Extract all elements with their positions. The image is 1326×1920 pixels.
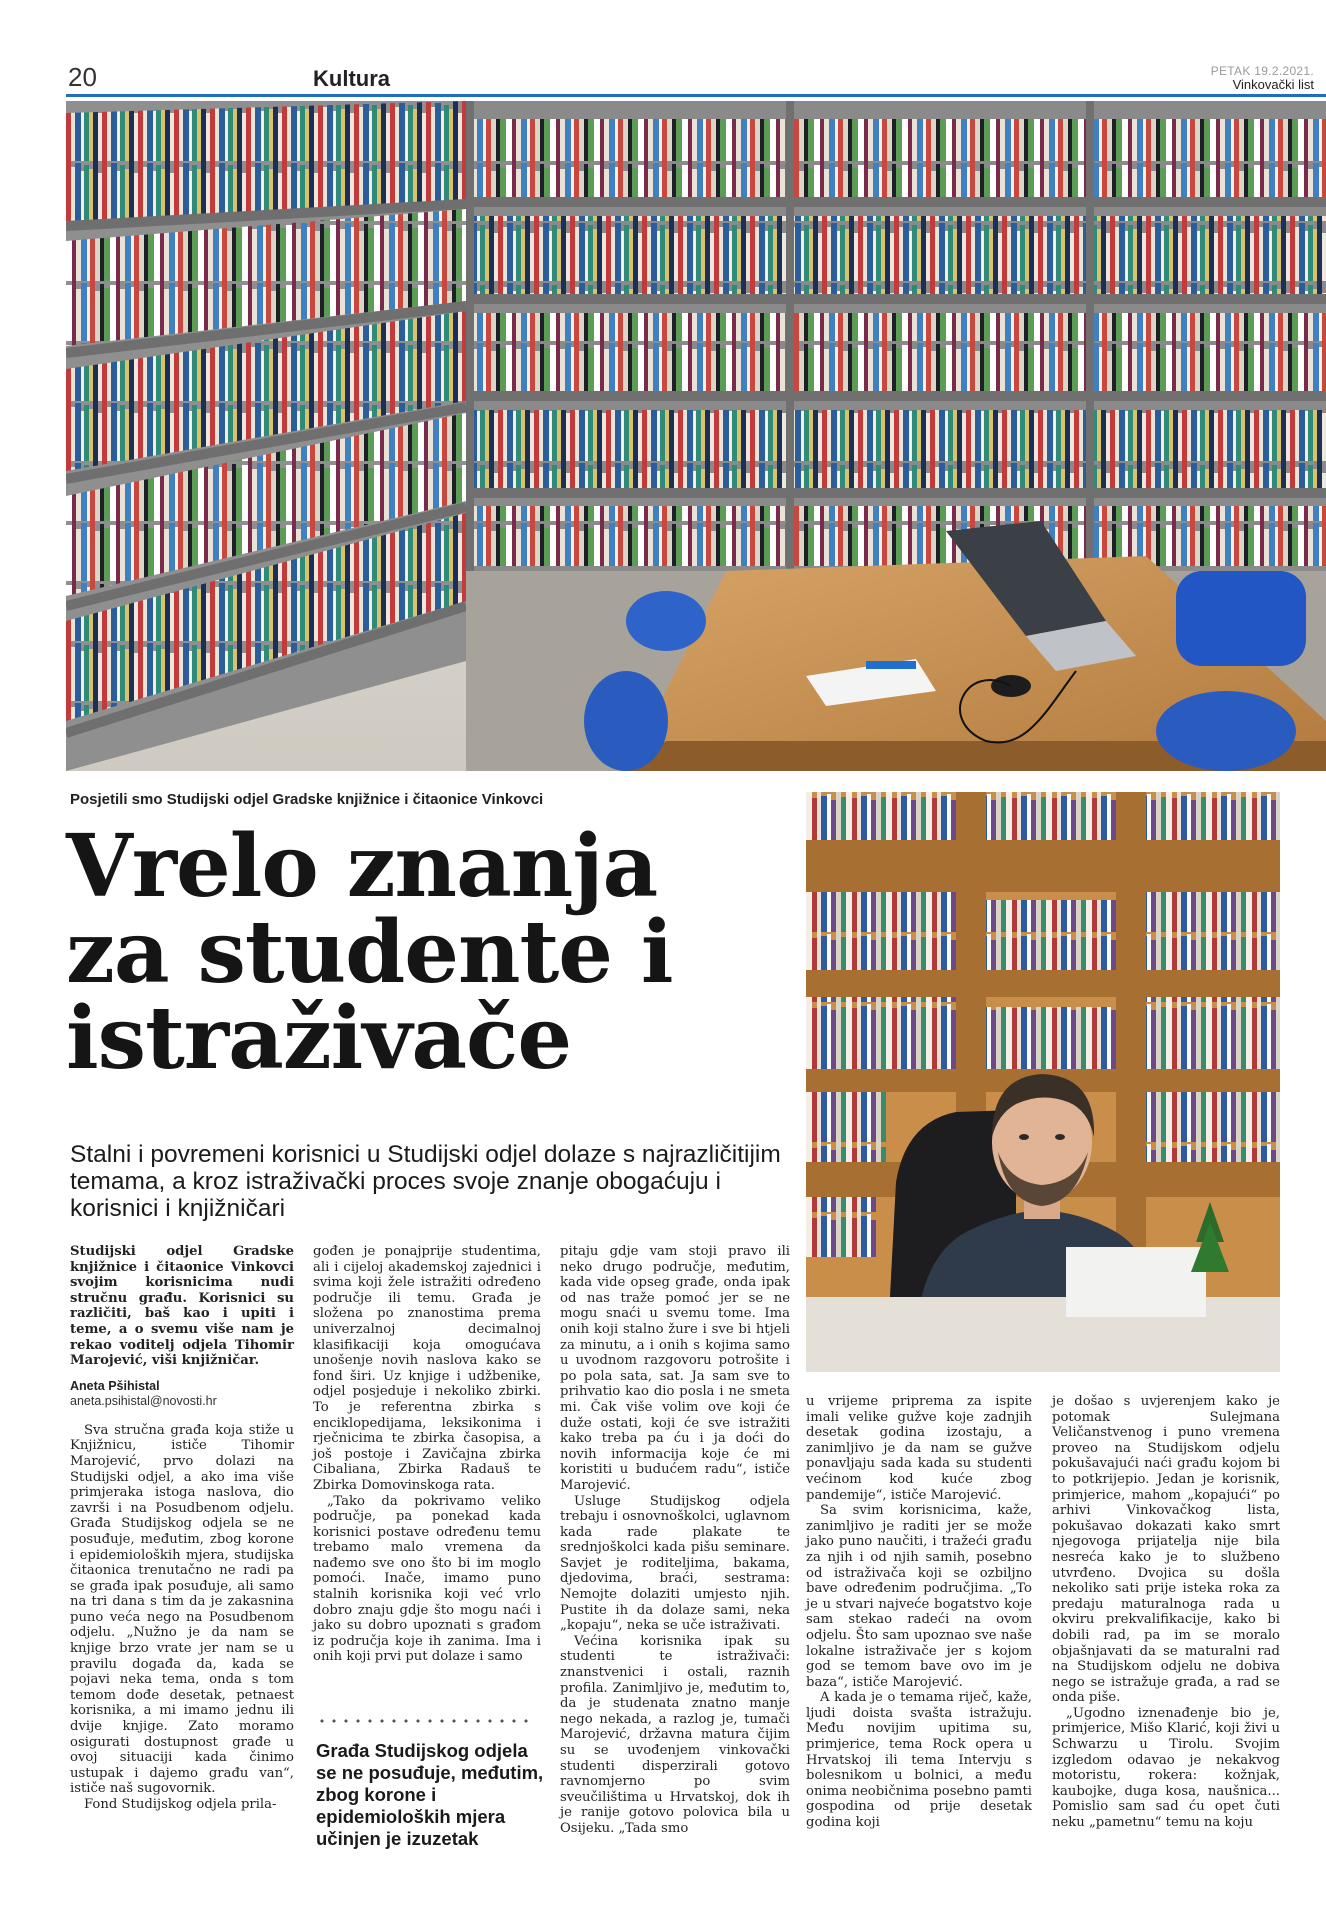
headline-line-1: Vrelo znanja (66, 816, 658, 917)
paragraph: Sva stručna građa koja stiže u Knjižnicu, ističe Tihomir Marojević, prvo dolazi na Studijski odjel, a ako ima više primjeraka istoga naslova, dio završi i na Posudbenom odjelu. Građa Studijskog odjela se ne posuđuje, međutim, zbog korone i epidemioloških mjera, studijska čitaonica trenutačno ne radi pa se građa ipak posuđuje, ali samo na tri dana s tim da je zakasnina puno veća nego na Posudbenom odjelu. „Nužno je da nam se knjige brzo vrate jer nam se u pravilu događa da, kada se pojavi neka tema, onda s tom temom dođe desetak, petnaest korisnika, a mi imamo jednu ili dvije knjige. Zato moramo osigurati dostupnost građe u ovoj situaciji kada činimo ustupak i dajemo građu van“, ističe naš sugovornik. (70, 1422, 294, 1797)
page-number: 20 (68, 62, 97, 92)
article-column-5 (1052, 1394, 1280, 1831)
article-column-1 (70, 1244, 294, 1813)
pull-quote: Građa Studijskog odjela se ne posuđuje, međutim, zbog korone i epidemioloških mjera učinjen je izuzetak (316, 1740, 544, 1849)
article-column-2 (313, 1244, 541, 1665)
byline (70, 1379, 294, 1409)
article-kicker: Posjetili smo Studijski odjel Gradske knjižnice i čitaonice Vinkovci (70, 791, 544, 808)
headline-line-3: istraživače (66, 988, 572, 1089)
paragraph: u vrijeme priprema za ispite imali velike gužve koje zadnjih desetak godina izostaju, a zanimljivo je da nam se gužve ponavljaju sada kada su studenti većinom kod kuće zbog pandemije“, ističe Marojević. (806, 1394, 1032, 1503)
section-title: Kultura (313, 66, 390, 91)
headline-line-2: za studente i (66, 902, 673, 1003)
paragraph: A kada je o temama riječ, kaže, ljudi doista svašta istražuju. Među novijim upitima su, primjerice, tema Rock opera u Hrvatskoj ili tema Intervju s bolesnikom u bolnici, a među onima neobičnima posebno pamti gospodina od prije desetak godina koji (806, 1690, 1032, 1831)
paragraph: je došao s uvjerenjem kako je potomak Sulejmana Veličanstvenog i puno vremena proveo na Studijskom odjelu pokušavajući naći građu kojom bi to potkrijepio. Jedan je korisnik, primjerice, mahom „kopajući“ po arhivi Vinkovačkog lista, pokušavao dokazati kako smrt njegovoga prijatelja nije bila nesreća kako je to službeno utvrđeno. Dvojica su došla nekoliko sati prije isteka roka za predaju maturalnoga rada u okviru prekvalifikacije, kako bi dobili rad, pa im se moralo objašnjavati da se maturalni rad na Studijskom odjelu ne dobiva nego se istražuje građa, a rad se onda piše. (1052, 1394, 1280, 1706)
pull-quote-dots (316, 1718, 536, 1724)
library-shelves-photo (66, 101, 1326, 771)
paragraph: gođen je ponajprije studentima, ali i cijeloj akademskoj zajednici i svima koji žele istražiti određeno područje ili temu. Građa je složena po znanostima prema univerzalnoj decimalnoj klasifikaciji koja omogućava unošenje novih naslova kako se fond širi. Uz knjige i udžbenike, odjel posjeduje i nekoliko zbirki. To je referentna zbirka s enciklopedijama, leksikonima i rječnicima te zbirka časopisa, a još postoje i Zavičajna zbirka Cibaliana, Zbirka Radauš te Zbirka Domovinskoga rata. (313, 1244, 541, 1493)
paragraph: „Ugodno iznenađenje bio je, primjerice, Mišo Klarić, koji živi u Schwarzu u Tirolu. Svojim izgledom odavao je nekakvog motoristu, rokera: kožnjak, kaubojke, duga kosa, naušnica... Pomislio sam sad ću opet čuti neku „pametnu“ temu na koju (1052, 1705, 1280, 1831)
article-column-3 (560, 1244, 790, 1837)
paragraph: Sa svim korisnicima, kaže, zanimljivo je raditi jer se može jako puno naučiti, i tražeći građu za njih i od njih samih, posebno od istraživača koji se ozbiljno bave određenim područjima. „To je u stvari najveće bogatstvo koje sam stekao radeći na ovom odjelu. Što sam upoznao sve naše lokalne istraživače jer s kojom god se temom bave ovo im je baza“, ističe Marojević. (806, 1503, 1032, 1690)
article-lead: Studijski odjel Gradske knjižnice i čitaonice Vinkovci svojim korisnicima nudi stručnu građu. Korisnici su različiti, baš kao i upiti i teme, a o svemu više nam je rekao voditelj odjela Tihomir Marojević, viši knjižničar. (70, 1244, 294, 1369)
publication-info (1211, 64, 1314, 92)
article-column-4 (806, 1394, 1032, 1831)
author-email: aneta.psihistal@novosti.hr (70, 1393, 217, 1408)
librarian-portrait-photo (806, 792, 1280, 1372)
article-headline (66, 816, 786, 1089)
article-deck: Stalni i povremeni korisnici u Studijski odjel dolaze s najrazličitijim temama, a kroz istraživački proces svoje znanje obogaćuju i korisnici i knjižničari (70, 1141, 781, 1222)
author-name: Aneta Pšihistal (70, 1378, 160, 1393)
issue-date: PETAK 19.2.2021. (1210, 64, 1314, 78)
paragraph: „Tako da pokrivamo veliko područje, pa ponekad kada korisnici postave određenu temu trebamo malo vremena da nađemo sve ono što bi im moglo pomoći. Inače, imamo puno stalnih korisnika koji već vrlo dobro znaju gdje što mogu naći i jako su dobro upoznati s građom iz područja koje ih zanima. Ima i onih koji prvi put dolaze i samo (313, 1493, 541, 1665)
paragraph: Većina korisnika ipak su studenti te istraživači: znanstvenici i ostali, raznih profila. Zanimljivo je, međutim to, da je studenata znatno manje nego nekada, a razlog je, tumači Marojević, državna matura čijim su se uvođenjem vinkovački studenti disperzirali gotovo ravnomjerno po svim sveučilištima u Hrvatskoj, dok ih je ranije gotovo polovica bila u Osijeku. „Tada smo (560, 1633, 790, 1836)
publication-name: Vinkovački list (1232, 77, 1314, 92)
paragraph: pitaju gdje vam stoji pravo ili neko drugo područje, međutim, kada vide opseg građe, onda ipak od nas traže pomoć jer se ne mogu snaći u svemu tome. Ima onih koji stalno žure i sve bi htjeli za minutu, a i onih s kojima samo u uvodnom razgovoru potrošite i po pola sata, sat. Ja sam sve to prihvatio kao dio posla i ne smeta mi. Čak više volim ove koji će duže ostati, koji će sve istražiti kako treba pa ću i ja doći do novih informacija koje će mi koristiti u budućem radu“, ističe Marojević. (560, 1244, 790, 1493)
paragraph: Usluge Studijskog odjela trebaju i osnovnoškolci, uglavnom kada rade plakate te srednjoškolci kada pišu seminare. Savjet je roditeljima, bakama, djedovima, braći, sestrama: Nemojte dolaziti umjesto njih. Pustite ih da dolaze sami, neka „kopaju“, neka se uče istraživati. (560, 1493, 790, 1634)
paragraph: Fond Studijskog odjela prila- (84, 1797, 277, 1812)
header-rule (66, 94, 1326, 97)
